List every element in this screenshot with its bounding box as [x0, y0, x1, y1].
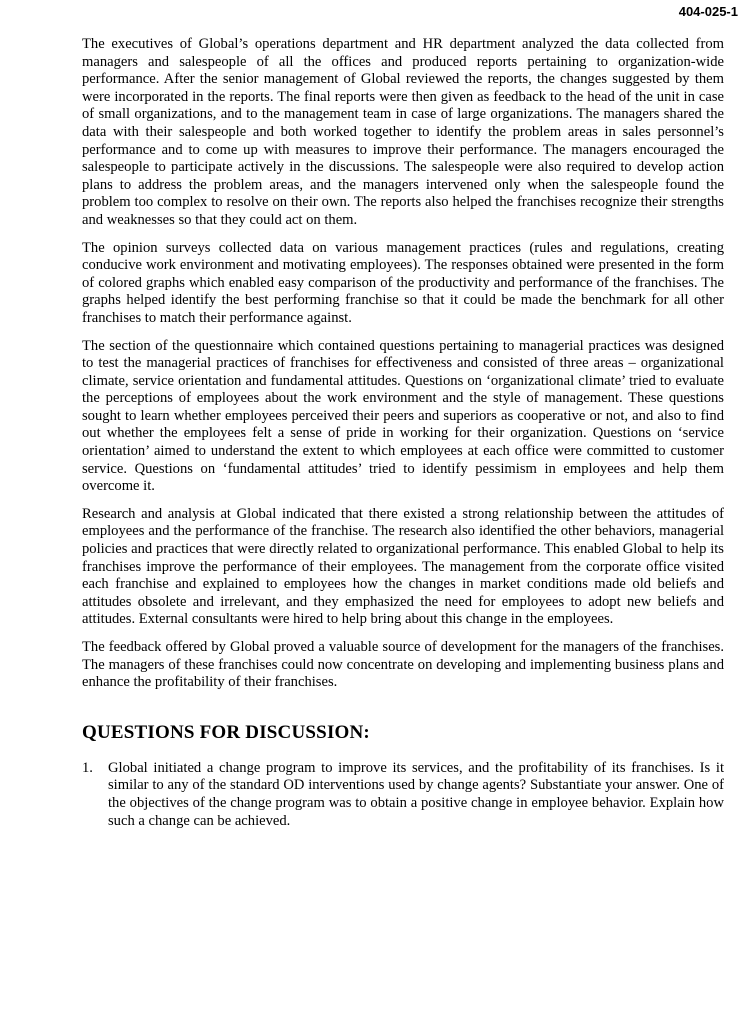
question-item: [82, 760, 724, 830]
questions-heading: QUESTIONS FOR DISCUSSION:: [82, 721, 370, 743]
question-text: Global initiated a change program to improve its services, and the profitability of its franchises. Is it similar to any of the standard OD interventions used by change agents? Substantiate your answer. One of the objectives of the change program was to obtain a positive change in employee behavior. Explain how such a change can be achieved.: [108, 759, 724, 829]
question-number: 1.: [82, 759, 93, 776]
paragraph-opinion-surveys: The opinion surveys collected data on various management practices (rules and regulations, creating conducive work environment and motivating employees). The responses obtained were presented in the form of colored graphs which enabled easy comparison of the productivity and performance of the franchises. The graphs helped identify the best performing franchise so that it could be made the benchmark for all other franchises to match their performance against.: [82, 239, 724, 326]
paragraph-feedback-value: The feedback offered by Global proved a valuable source of development for the managers of the franchises. The managers of these franchises could now concentrate on developing and implementing business plans and enhance the profitability of their franchises.: [82, 639, 724, 691]
paragraph-feedback-reports: The executives of Global’s operations department and HR department analyzed the data collected from managers and salespeople of all the offices and produced reports pertaining to organization-wide performance. After the senior management of Global reviewed the reports, the changes suggested by them were incorporated in the reports. The final reports were then given as feedback to the head of the unit in case of small organizations, and to the management team in case of large organizations. The managers shared the data with their salespeople and both worked together to identify the problem areas in sales personnel’s performance and to come up with measures to improve their performance. The managers encouraged the salespeople to participate actively in the discussions. The salespeople were also required to develop action plans to address the problem areas, and the managers intervened only when the salespeople found the problem too complex to resolve on their own. The reports also helped the franchises recognize their strengths and weaknesses so that they could act on them.: [82, 36, 724, 228]
questions-list: [82, 760, 724, 830]
document-code: 404-025-1: [678, 4, 738, 19]
paragraph-research-analysis: Research and analysis at Global indicated that there existed a strong relationship between the attitudes of employees and the performance of the franchise. The research also identified the other behaviors, managerial policies and practices that were directly related to organizational performance. This enabled Global to help its franchises improve the performance of their employees. The management from the corporate office visited each franchise and explained to employees how the changes in market conditions made old beliefs and attitudes obsolete and irrelevant, and they emphasized the need for employees to adopt new beliefs and attitudes. External consultants were hired to help bring about this change in the employees.: [82, 505, 724, 628]
paragraph-questionnaire-section: The section of the questionnaire which contained questions pertaining to managerial practices was designed to test the managerial practices of franchises for effectiveness and consisted of three areas – organizational climate, service orientation and fundamental attitudes. Questions on ‘organizational climate’ tried to evaluate the perceptions of employees about the work environment and the style of management. These questions sought to learn whether employees perceived their peers and superiors as cooperative or not, and also to find out whether the employees felt a sense of pride in working for their organization. Questions on ‘service orientation’ aimed to understand the extent to which employees at each office were committed to customer service. Questions on ‘fundamental attitudes’ tried to identify pessimism in employees and help them overcome it.: [82, 337, 724, 495]
page-body: [82, 36, 724, 830]
